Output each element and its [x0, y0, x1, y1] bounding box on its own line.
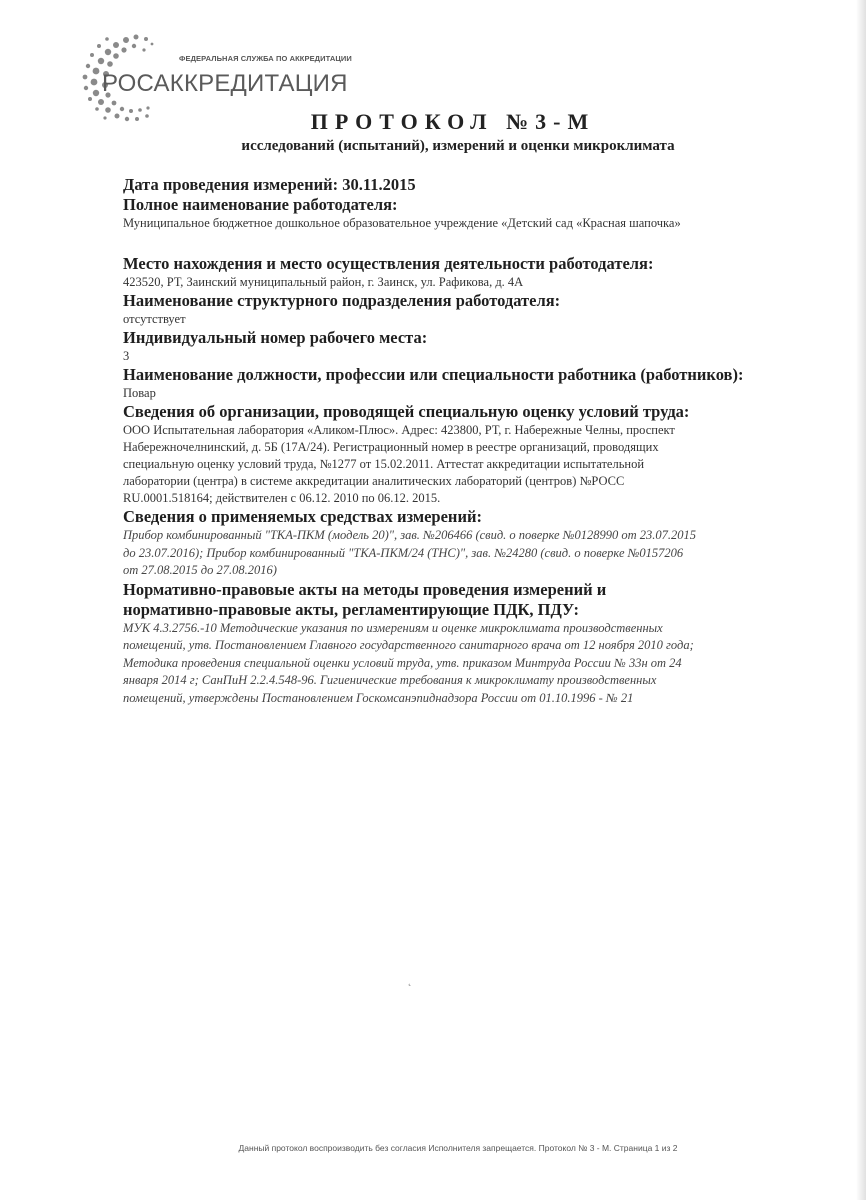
- workplace-value: 3: [123, 349, 130, 363]
- position-value: Повар: [123, 386, 156, 400]
- logo-agency-text: ФЕДЕРАЛЬНАЯ СЛУЖБА ПО АККРЕДИТАЦИИ: [179, 54, 352, 63]
- acts-line: помещений, утв. Постановлением Главного государственного санитарного врача от 12 ноября 2010 года;: [123, 638, 694, 652]
- acts-label: нормативно-правовые акты, регламентирующие ПДК, ПДУ:: [123, 599, 580, 619]
- organization-line: специальную оценку условий труда, №1277 от 15.02.2011. Аттестат аккредитации испытательной: [123, 457, 645, 471]
- acts-line: января 2014 г; СанПиН 2.2.4.548-96. Гигиенические требования к микроклимату производственных: [123, 673, 657, 687]
- scan-edge-shadow: [856, 0, 866, 1200]
- document-subtitle: исследований (испытаний), измерений и оценки микроклимата: [241, 138, 675, 154]
- organization-line: ООО Испытательная лаборатория «Аликом-Плюс». Адрес: 423800, РТ, г. Набережные Челны, проспект: [123, 423, 675, 437]
- acts-line: Методика проведения специальной оценки условий труда, утв. приказом Минтруда России № 33н от 24: [123, 655, 682, 670]
- employer-value: Муниципальное бюджетное дошкольное образовательное учреждение «Детский сад «Красная шапочка»: [123, 216, 681, 230]
- protocol-body: [123, 175, 783, 707]
- instruments-line: от 27.08.2015 до 27.08.2016): [123, 563, 277, 577]
- logo-name-text: РОСАККРЕДИТАЦИЯ: [102, 70, 348, 97]
- organization-line: RU.0001.518164; действителен с 06.12. 2010 по 06.12. 2015.: [123, 491, 441, 505]
- instruments-line: до 23.07.2016); Прибор комбинированный "ТКА-ПКМ/24 (ТНС)", зав. №24280 (свид. о поверке №0157206: [123, 545, 684, 560]
- scan-speck: ˛: [408, 975, 412, 987]
- instruments-label: Сведения о применяемых средствах измерений:: [123, 507, 482, 526]
- workplace-label: Индивидуальный номер рабочего места:: [123, 328, 428, 347]
- measurement-date: Дата проведения измерений: 30.11.2015: [123, 175, 416, 194]
- page-footer: Данный протокол воспроизводить без согласия Исполнителя запрещается. Протокол № 3 - М. Страница 1 из 2: [238, 1143, 678, 1153]
- acts-label: Нормативно-правовые акты на методы проведения измерений и: [123, 579, 607, 599]
- organization-line: лаборатории (центра) в системе аккредитации аналитических лабораторий (центров) №РОСС: [123, 474, 625, 488]
- employer-label: Полное наименование работодателя:: [123, 195, 398, 214]
- division-label: Наименование структурного подразделения работодателя:: [123, 291, 561, 310]
- acts-line: МУК 4.3.2756.-10 Методические указания по измерениям и оценке микроклимата производственных: [123, 620, 663, 635]
- acts-line: помещений, утверждены Постановлением Госкомсанэпиднадзора России от 01.10.1996 - № 21: [123, 690, 634, 705]
- instruments-line: Прибор комбинированный "ТКА-ПКМ (модель 20)", зав. №206466 (свид. о поверке №0128990 от 23.07.2015: [123, 528, 697, 542]
- document-title: ПРОТОКОЛ №3-М: [310, 109, 596, 134]
- organization-label: Сведения об организации, проводящей специальную оценку условий труда:: [123, 402, 690, 421]
- location-label: Место нахождения и место осуществления деятельности работодателя:: [123, 254, 654, 273]
- division-value: отсутствует: [123, 312, 186, 326]
- position-label: Наименование должности, профессии или специальности работника (работников):: [123, 365, 744, 384]
- location-value: 423520, РТ, Заинский муниципальный район, г. Заинск, ул. Рафикова, д. 4А: [123, 275, 524, 289]
- organization-line: Набережночелнинский, д. 5Б (17А/24). Регистрационный номер в реестре организаций, проводящих: [123, 440, 659, 454]
